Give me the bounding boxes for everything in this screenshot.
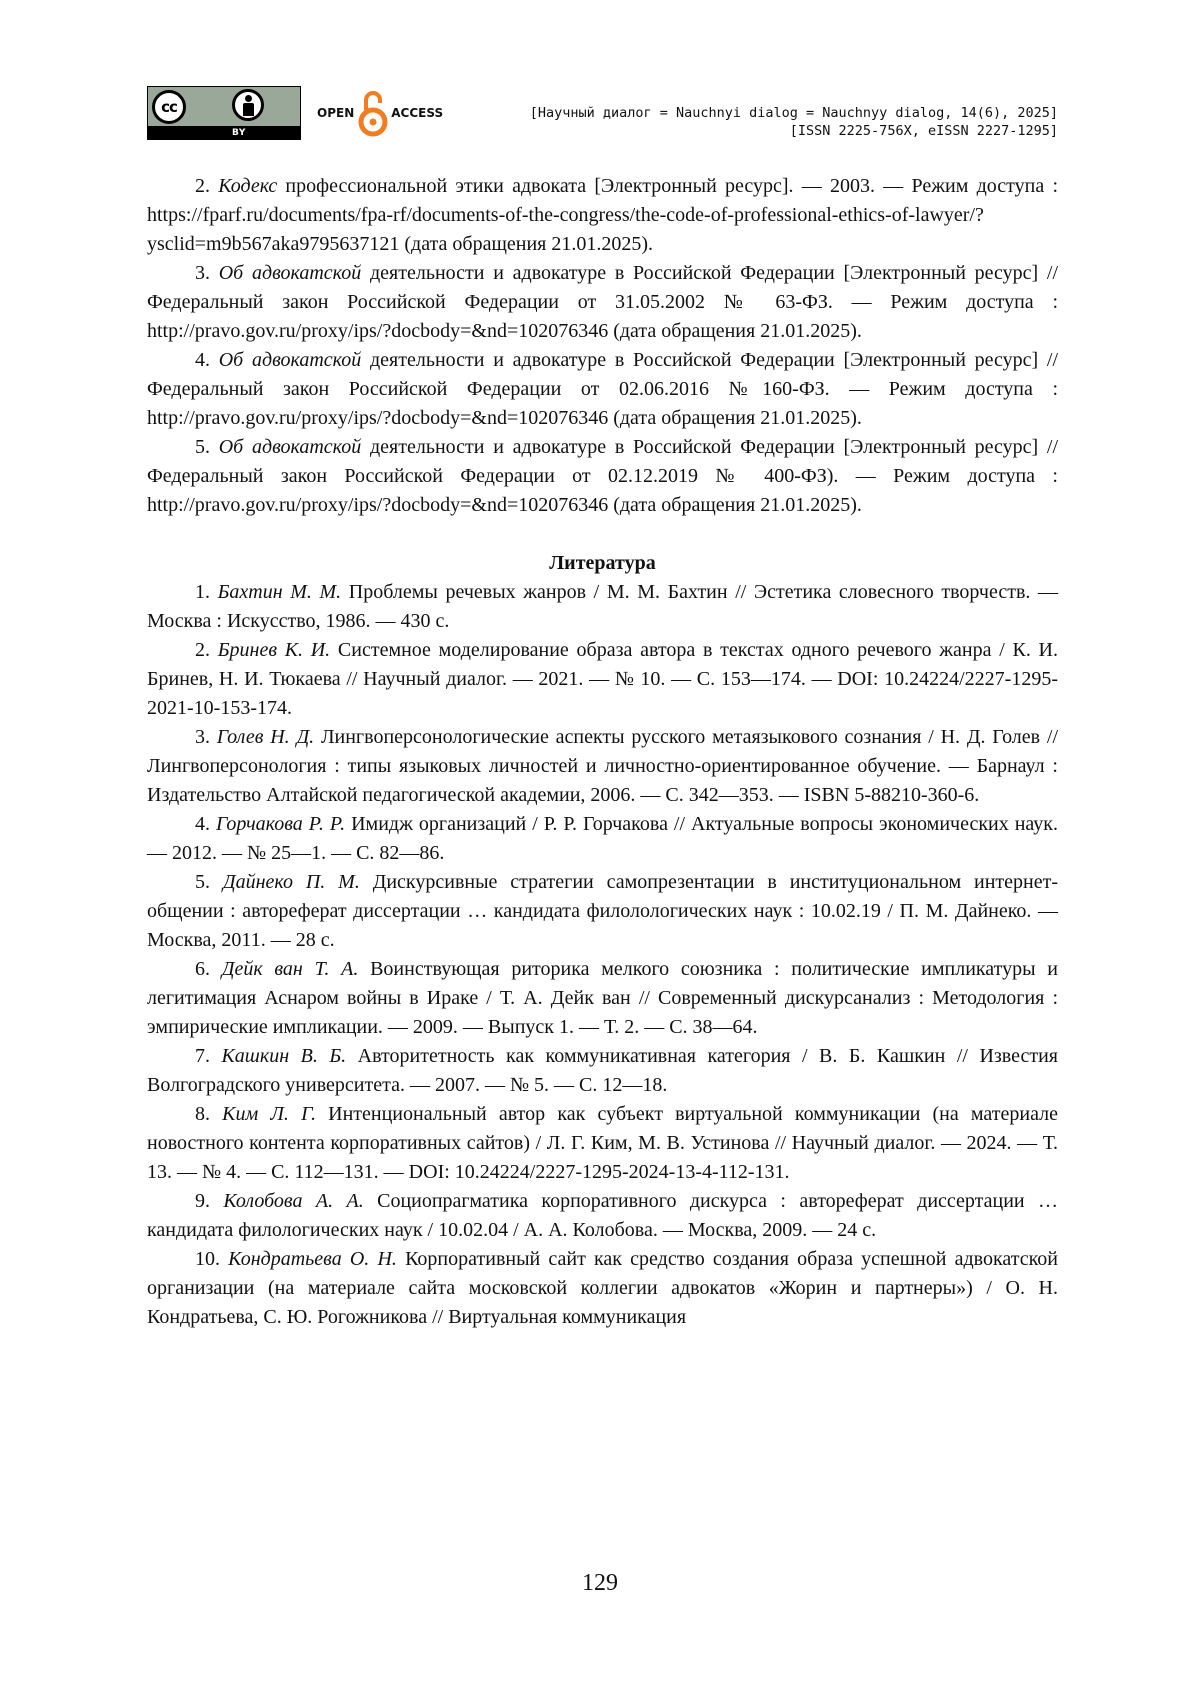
reference-item: 4. Горчакова Р. Р. Имидж организаций / Р. Р. Горчакова // Актуальные вопросы экономических наук. — 2012. — № 25—1. — С. 82—86. xyxy=(147,813,1059,864)
journal-citation xyxy=(530,104,1058,140)
creative-commons-icon xyxy=(152,90,186,124)
cc-label: cc xyxy=(161,98,177,116)
reference-item: 5. Дайнеко П. М. Дискурсивные стратегии самопрезентации в институциональном интернет-общении : автореферат диссертации … кандидата филолологических наук : 10.02.19 / П. М. Дайнеко. — Москва, 2011. — 28 с. xyxy=(147,871,1059,951)
reference-item: 7. Кашкин В. Б. Авторитетность как коммуникативная категория / В. Б. Кашкин // Известия Волгоградского университета. — 2007. — № 5. — С. 12—18. xyxy=(147,1045,1059,1096)
reference-item: 8. Ким Л. Г. Интенциональный автор как субъект виртуальной коммуникации (на материале новостного контента корпоративных сайтов) / Л. Г. Ким, М. В. Устинова // Научный диалог. — 2024. — Т. 13. — № 4. — С. 112—131. — DOI: 10.24224/2227-1295-2024-13-4-112-131. xyxy=(147,1103,1059,1183)
reference-item: 3. Голев Н. Д. Лингвоперсонологические аспекты русского метаязыкового сознания / Н. Д. Голев // Лингвоперсонология : типы языковых личностей и личностно-ориентированное обучение. — Барнаул : Издательство Алтайской педагогической академии, 2006. — С. 342—353. — ISBN 5-88210-360-6. xyxy=(147,726,1059,806)
source-item: 2. Кодекс профессиональной этики адвоката [Электронный ресурс]. — 2003. — Режим доступа : https://fparf.ru/documents/fpa-rf/documents-of-the-congress/the-code-of-professional-ethics-of-lawyer/?ysclid=m9b567aka9795637121 (дата обращения 21.01.2025). xyxy=(147,175,1058,255)
source-item: 5. Об адвокатской деятельности и адвокатуре в Российской Федерации [Электронный ресурс] // Федеральный закон Российской Федерации от 02.12.2019 № 400-ФЗ). — Режим доступа : http://pravo.gov.ru/proxy/ips/?docbody=&nd=102076346 (дата обращения 21.01.2025). xyxy=(147,436,1059,516)
page-number: 129 xyxy=(582,1570,618,1596)
reference-item: 2. Бринев К. И. Системное моделирование образа автора в текстах одного речевого жанра / К. И. Бринев, Н. И. Тюкаева // Научный диалог. — 2021. — № 10. — С. 153—174. — DOI: 10.24224/2227-1295-2021-10-153-174. xyxy=(147,639,1058,719)
journal-issn-line: [ISSN 2225-756X, eISSN 2227-1295] xyxy=(789,123,1058,139)
reference-item: 1. Бахтин М. М. Проблемы речевых жанров / М. М. Бахтин // Эстетика словесного творчеств. — Москва : Искусство, 1986. — 430 с. xyxy=(147,581,1059,632)
literature-heading: Литература xyxy=(549,552,656,574)
attribution-icon xyxy=(232,89,264,121)
reference-item: 6. Дейк ван Т. А. Воинствующая риторика мелкого союзника : политические импликатуры и легитимация Аснаром войны в Ираке / Т. А. Дейк ван // Современный дискурсанализ : Методология : эмпирические импликации. — 2009. — Выпуск 1. — Т. 2. — С. 38—64. xyxy=(147,958,1059,1038)
open-access-logo xyxy=(317,88,443,138)
sources-list xyxy=(147,172,1058,520)
open-access-left-text: OPEN xyxy=(317,106,355,120)
open-lock-icon xyxy=(358,88,388,138)
open-access-right-text: ACCESS xyxy=(391,106,444,120)
reference-item: 9. Колобова А. А. Социопрагматика корпоративного дискурса : автореферат диссертации … кандидата филологических наук / 10.02.04 / А. А. Колобова. — Москва, 2009. — 24 с. xyxy=(147,1190,1059,1241)
reference-item: 10. Кондратьева О. Н. Корпоративный сайт как средство создания образа успешной адвокатской организации (на материале сайта московской коллегии адвокатов «Жорин и партнеры») / О. Н. Кондратьева, С. Ю. Рогожникова // Виртуальная коммуникация xyxy=(147,1248,1058,1328)
source-item: 4. Об адвокатской деятельности и адвокатуре в Российской Федерации [Электронный ресурс] // Федеральный закон Российской Федерации от 02.06.2016 №160-ФЗ. — Режим доступа : http://pravo.gov.ru/proxy/ips/?docbody=&nd=102076346 (дата обращения 21.01.2025). xyxy=(147,349,1059,429)
cc-by-license-badge xyxy=(147,86,301,140)
license-label: BY xyxy=(232,128,246,138)
page-header xyxy=(147,86,1058,140)
journal-title-line: [Научный диалог = Nauchnyi dialog = Nauchnyy dialog, 14(6), 2025] xyxy=(529,105,1058,121)
literature-list xyxy=(147,578,1058,1332)
source-item: 3. Об адвокатской деятельности и адвокатуре в Российской Федерации [Электронный ресурс] // Федеральный закон Российской Федерации от 31.05.2002 № 63-ФЗ. — Режим доступа : http://pravo.gov.ru/proxy/ips/?docbody=&nd=102076346 (дата обращения 21.01.2025). xyxy=(147,262,1059,342)
page-body xyxy=(147,172,1058,1332)
